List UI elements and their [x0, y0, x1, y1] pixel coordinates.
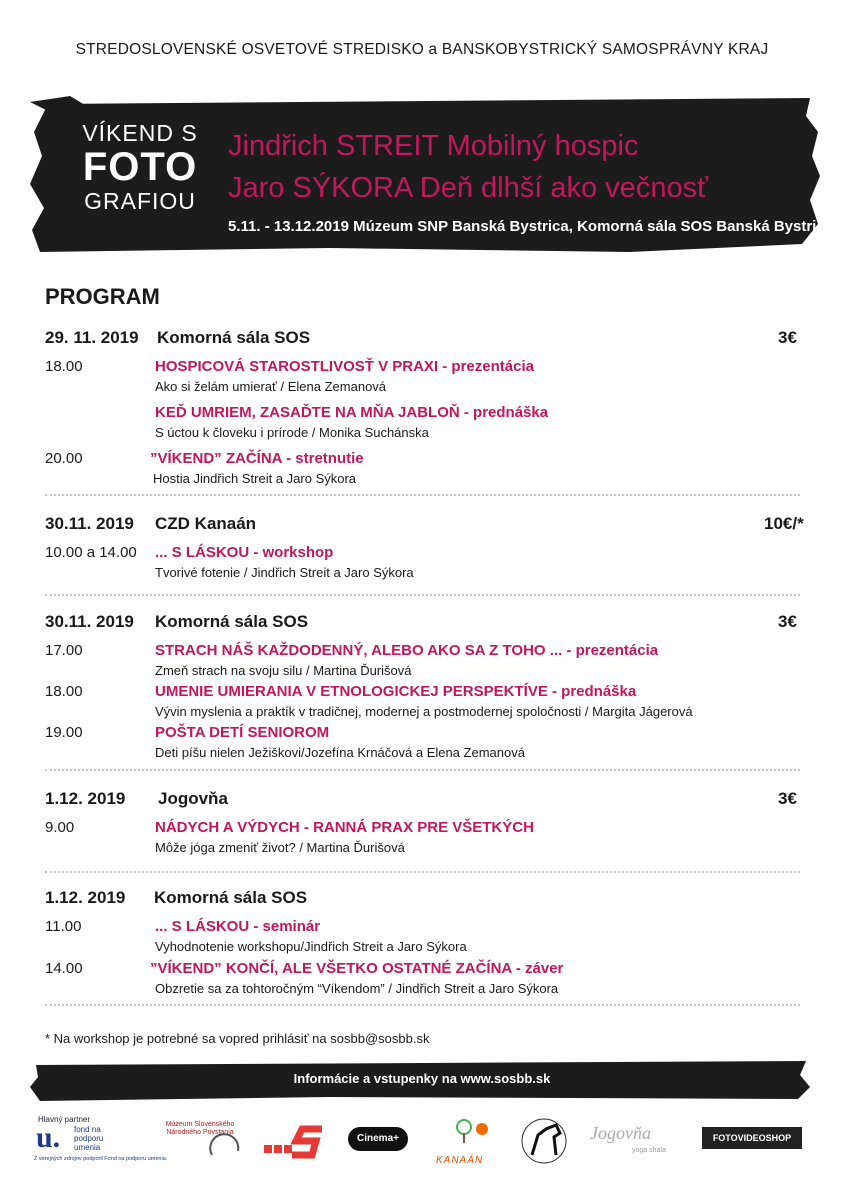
day-header: [45, 888, 815, 910]
exhibition-dates: 5.11. - 13.12.2019 Múzeum SNP Banská Bystrica, Komorná sála SOS Banská Bystrica: [228, 218, 834, 235]
divider: [45, 594, 800, 596]
event-subtitle: Deti píšu nielen Ježiškovi/Jozefína Krnáčová a Elena Zemanová: [155, 745, 525, 760]
fond-note: Z verejných zdrojov podporil Fond na podporu umenia.: [34, 1156, 168, 1162]
event-logo: [76, 120, 204, 214]
event-subtitle: Hostia Jindřich Streit a Jaro Sýkora: [153, 471, 357, 486]
day-block: [45, 328, 815, 486]
day-date: 1.12. 2019: [45, 888, 126, 907]
day-place: Komorná sála SOS: [157, 328, 311, 347]
sos-logo-icon: [262, 1125, 328, 1159]
day-price: 3€: [778, 328, 797, 347]
event-time: 14.00: [45, 960, 83, 977]
museum-arc-icon: [208, 1125, 242, 1159]
event-subtitle: Obzretie sa za tohtoročným “Víkendom” / Jindřich Streit a Jaro Sýkora: [155, 981, 559, 996]
event-time: 17.00: [45, 642, 83, 659]
day-place: Komorná sála SOS: [155, 612, 309, 631]
event-title: ... S LÁSKOU - seminár: [155, 918, 321, 935]
day-date: 29. 11. 2019: [45, 328, 139, 347]
day-header: [45, 789, 815, 811]
day-date: 1.12. 2019: [45, 789, 126, 808]
event-title: KEĎ UMRIEM, ZASAĎTE NA MŇA JABLOŇ - prednáška: [155, 404, 549, 421]
cinema-logo: Cinema+: [348, 1127, 408, 1151]
day-block: [45, 888, 815, 996]
event-time: 10.00 a 14.00: [45, 544, 137, 561]
day-place: Komorná sála SOS: [154, 888, 308, 907]
footer-info: Informácie a vstupenky na www.sosbb.sk: [293, 1071, 551, 1086]
logo-line-3: GRAFIOU: [84, 188, 196, 214]
exhibition-title-1: Jindřich STREIT Mobilný hospic: [228, 130, 639, 162]
logo-line-2: FOTO: [82, 145, 198, 189]
workshop-note: * Na workshop je potrebné sa vopred prihlásiť na sosbb@sosbb.sk: [45, 1031, 430, 1046]
event-title: ”VÍKEND” KONČÍ, ALE VŠETKO OSTATNÉ ZAČÍNA - záver: [150, 960, 564, 977]
museum-snp-logo: Múzeum Slovenského Národného Povstania: [165, 1121, 235, 1136]
event-subtitle: Ako si želám umierať / Elena Zemanová: [155, 379, 387, 394]
event-subtitle: S úctou k človeku i prírode / Monika Suchánska: [155, 425, 429, 440]
divider: [45, 494, 800, 496]
jogovna-logo: Jogovňa: [590, 1123, 651, 1143]
fond-logo-letter: u.: [36, 1121, 61, 1154]
divider: [45, 1004, 800, 1006]
event-subtitle: Tvorivé fotenie / Jindřich Streit a Jaro Sýkora: [155, 565, 414, 580]
organizer-line: STREDOSLOVENSKÉ OSVETOVÉ STREDISKO a BANSKOBYSTRICKÝ SAMOSPRÁVNY KRAJ: [75, 41, 769, 58]
kanaan-tree-icon: [444, 1115, 504, 1149]
event-time: 18.00: [45, 683, 83, 700]
day-header: [45, 514, 815, 536]
day-date: 30.11. 2019: [45, 612, 134, 631]
event-title: ... S LÁSKOU - workshop: [155, 544, 334, 561]
day-block: [45, 514, 815, 580]
day-header: [45, 612, 815, 634]
event-subtitle: Môže jóga zmeniť život? / Martina Ďurišová: [155, 840, 405, 855]
event-subtitle: Vývin myslenia a praktík v tradičnej, modernej a postmodernej spoločnosti / Margita Jágerová: [155, 704, 693, 719]
day-place: Jogovňa: [158, 789, 228, 808]
day-price: 3€: [778, 612, 797, 631]
day-price: 10€/*: [764, 514, 804, 533]
partner-logos: [30, 1115, 820, 1175]
program-title: PROGRAM: [45, 284, 160, 309]
day-block: [45, 789, 815, 855]
event-title: HOSPICOVÁ STAROSTLIVOSŤ V PRAXI - prezentácia: [155, 358, 534, 375]
event-subtitle: Zmeň strach na svoju silu / Martina Ďurišová: [155, 663, 412, 678]
day-date: 30.11. 2019: [45, 514, 134, 533]
event-time: 20.00: [45, 450, 83, 467]
event-title: ”VÍKEND” ZAČÍNA - stretnutie: [150, 450, 364, 467]
event-title: STRACH NÁŠ KAŽDODENNÝ, ALEBO AKO SA Z TOHO ... - prezentácia: [155, 642, 659, 659]
event-title: POŠTA DETÍ SENIOROM: [155, 724, 330, 741]
event-subtitle: Vyhodnotenie workshopu/Jindřich Streit a Jaro Sýkora: [155, 939, 467, 954]
main-partner-label: Hlavný partner: [38, 1115, 91, 1124]
day-header: [45, 328, 815, 350]
event-title: NÁDYCH A VÝDYCH - RANNÁ PRAX PRE VŠETKÝCH: [155, 819, 534, 836]
event-title: UMENIE UMIERANIA V ETNOLOGICKEJ PERSPEKTÍVE - prednáška: [155, 683, 637, 700]
jogovna-sub: yoga shala: [632, 1147, 666, 1154]
event-time: 18.00: [45, 358, 83, 375]
day-block: [45, 612, 815, 760]
kanaan-logo: KANAÁN: [436, 1155, 484, 1166]
horse-logo-icon: [516, 1115, 576, 1167]
exhibition-title-2: Jaro SÝKORA Deň dlhší ako večnosť: [228, 172, 708, 204]
fotovideoshop-logo: FOTOVIDEOSHOP: [702, 1127, 802, 1149]
fond-logo-name: fond na podporu umenia: [74, 1125, 104, 1152]
logo-line-1: VÍKEND S: [82, 120, 198, 146]
event-time: 9.00: [45, 819, 75, 836]
divider: [45, 769, 800, 771]
event-time: 11.00: [45, 918, 82, 935]
day-price: 3€: [778, 789, 797, 808]
event-time: 19.00: [45, 724, 83, 741]
divider: [45, 871, 800, 873]
day-place: CZD Kanaán: [155, 514, 257, 533]
